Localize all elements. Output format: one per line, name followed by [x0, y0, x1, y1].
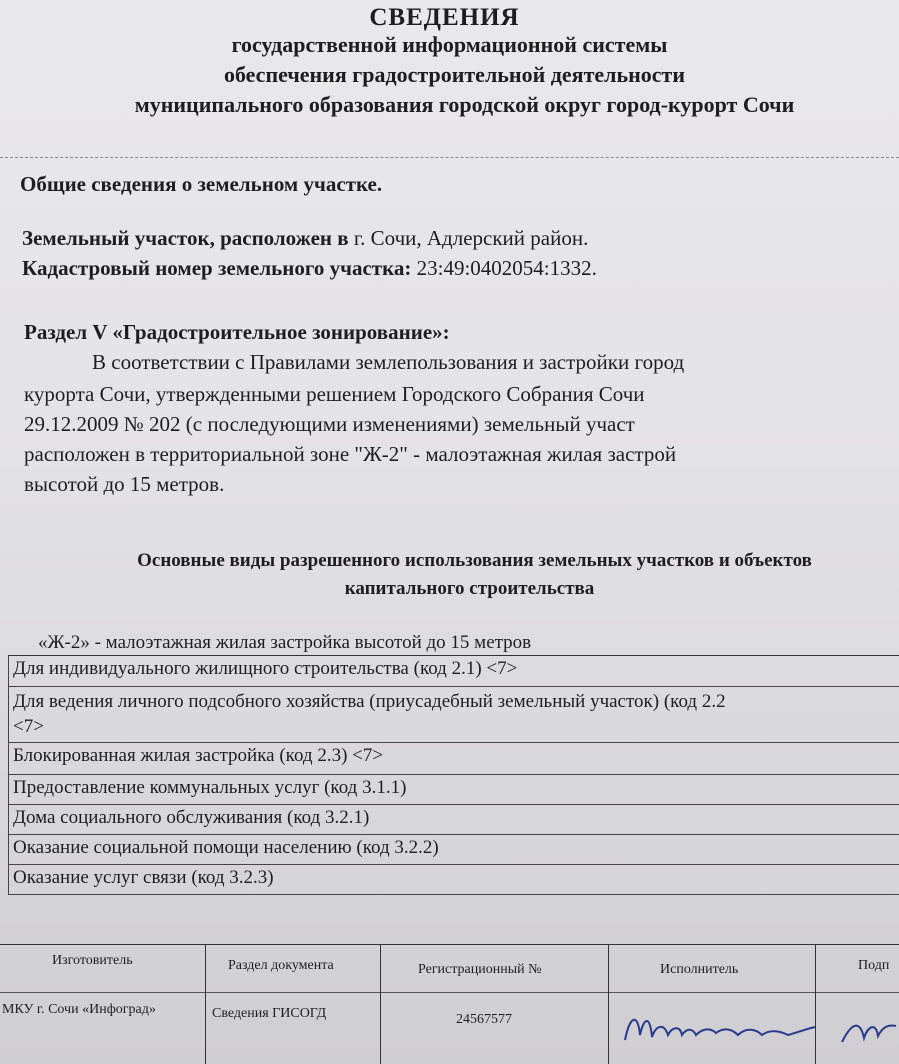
section5-line-4: расположен в территориальной зоне "Ж-2" - малоэтажная жилая застрой: [24, 442, 677, 466]
plot-location: [22, 226, 588, 251]
doc-subtitle-3: муниципального образования городской округ город-курорт Сочи: [134, 92, 795, 117]
cadastral-label: Кадастровый номер земельного участка:: [22, 256, 412, 280]
table-row: Оказание услуг связи (код 3.2.3): [8, 865, 899, 895]
section5-line-5: высотой до 15 метров.: [24, 472, 225, 496]
section5-line-3: 29.12.2009 № 202 (с последующими изменениями) земельный участ: [24, 412, 635, 436]
table-row: Предоставление коммунальных услуг (код 3.1.1): [8, 775, 899, 805]
footer-value-maker: МКУ г. Сочи «Инфоград»: [2, 1002, 156, 1017]
section5-line-2: курорта Сочи, утвержденными решением Городского Собрания Сочи: [24, 382, 645, 406]
uses-title-1: Основные виды разрешенного использования земельных участков и объектов: [137, 550, 812, 571]
footer-col-divider: [380, 944, 381, 1064]
table-row: Блокированная жилая застройка (код 2.3) <7>: [8, 743, 899, 775]
table-row: Оказание социальной помощи населению (код 3.2.2): [8, 835, 899, 865]
footer-header-section: Раздел документа: [228, 958, 334, 973]
uses-table: [8, 655, 899, 895]
doc-subtitle-1: государственной информационной системы: [231, 32, 668, 57]
doc-subtitle-2: обеспечения градостроительной деятельности: [223, 62, 686, 87]
footer-col-divider: [205, 944, 206, 1064]
executor-signature-icon: [620, 1005, 820, 1050]
footer-header-regno: Регистрационный №: [418, 962, 542, 977]
section5-heading: Раздел V «Градостроительное зонирование»:: [24, 320, 450, 344]
cadastral-number: [22, 256, 597, 281]
table-row: Дома социального обслуживания (код 3.2.1): [8, 805, 899, 835]
table-row-line: <7>: [13, 716, 44, 737]
doc-title: СВЕДЕНИЯ: [369, 4, 520, 31]
general-heading: Общие сведения о земельном участке.: [20, 172, 383, 196]
footer-header-executor: Исполнитель: [660, 962, 739, 977]
table-row: Для индивидуального жилищного строительства (код 2.1) <7>: [8, 656, 899, 687]
section5-line-1: В соответствии с Правилами землепользования и застройки город: [92, 350, 685, 374]
footer-header-maker: Изготовитель: [52, 953, 133, 968]
footer-row-divider: [0, 992, 899, 993]
cadastral-value: 23:49:0402054:1332.: [411, 256, 597, 280]
footer-col-divider: [608, 944, 609, 1064]
zone-caption: «Ж-2» - малоэтажная жилая застройка высотой до 15 метров: [38, 632, 532, 653]
uses-title-2: капитального строительства: [344, 578, 595, 599]
header-divider: [0, 157, 899, 158]
table-row-line: Для ведения личного подсобного хозяйства (приусадебный земельный участок) (код 2.2: [13, 691, 726, 712]
footer-value-regno: 24567577: [456, 1012, 512, 1027]
footer-header-signature: Подп: [858, 958, 890, 973]
plot-label: Земельный участок, расположен в: [22, 226, 349, 250]
signature-mark-icon: [838, 1012, 898, 1052]
footer-value-section: Сведения ГИСОГД: [212, 1006, 327, 1021]
table-row: [8, 687, 899, 743]
plot-value: г. Сочи, Адлерский район.: [348, 226, 589, 250]
